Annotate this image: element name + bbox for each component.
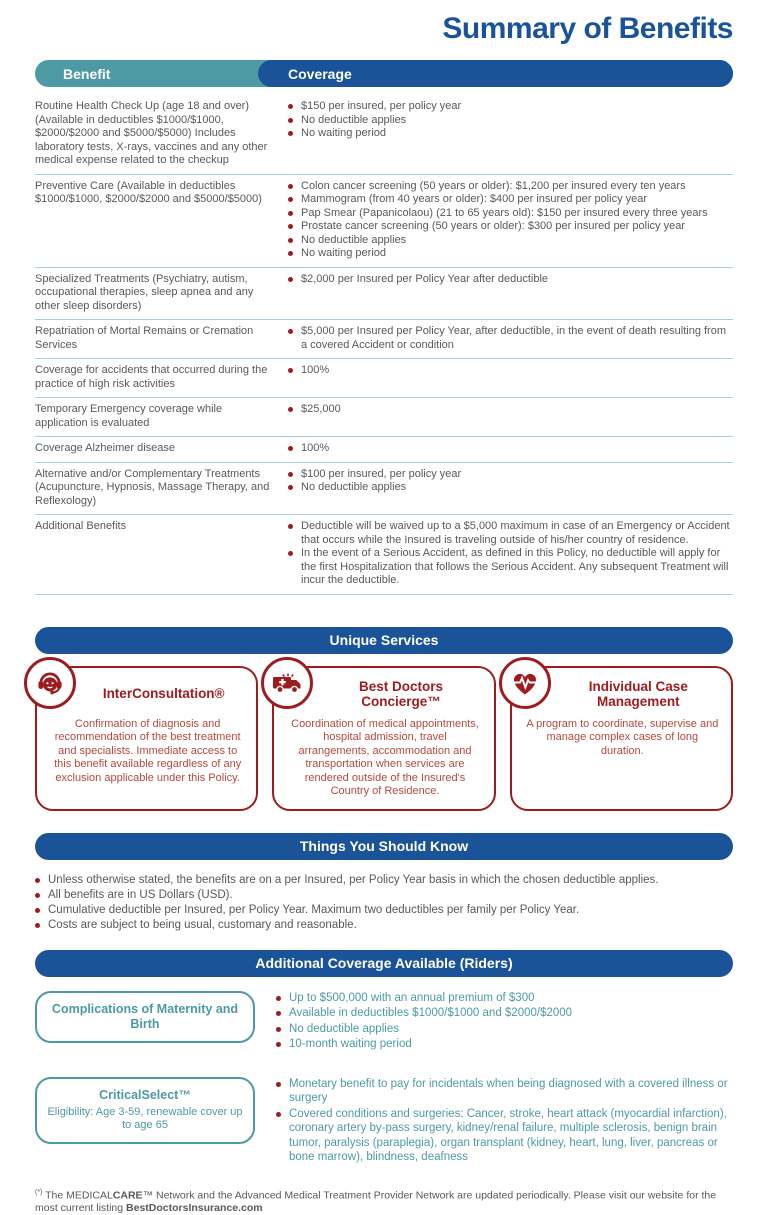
footer-text: The MEDICAL: [42, 1189, 112, 1201]
footer-website: BestDoctorsInsurance.com: [126, 1202, 263, 1214]
bullet-dot-icon: [276, 1027, 281, 1032]
bullet-dot-icon: [276, 1082, 281, 1087]
coverage-column-header-pill: [258, 60, 733, 87]
benefit-cell: Routine Health Check Up (age 18 and over) (Available in deductibles $1000/$1000, $2000/$2000 and $5000/$5000) Includes laboratory tests, X-rays, vaccines and any other medical expense related to the checkup: [35, 100, 280, 168]
bullet-item: [288, 193, 733, 207]
bullet-text: Prostate cancer screening (50 years or older): $300 per insured per policy year: [301, 220, 685, 234]
bullet-text: $150 per insured, per policy year: [301, 100, 461, 114]
benefit-column-header: Benefit: [63, 60, 110, 87]
card-individual-case-management: [510, 666, 733, 811]
card-interconsultation: [35, 666, 258, 811]
bullet-item: [288, 364, 733, 378]
coverage-cell: [280, 442, 733, 456]
footer-text: ™ Network and the Advanced Medical Treatment Provider Network are updated periodically. Please visit our website for the most current listing: [35, 1189, 716, 1214]
bullet-dot-icon: [288, 407, 293, 412]
bullet-item: [35, 873, 733, 888]
benefit-cell: Coverage Alzheimer disease: [35, 442, 280, 456]
footer-note-mark: (*): [35, 1189, 42, 1196]
bullet-dot-icon: [288, 524, 293, 529]
coverage-column-header: Coverage: [288, 66, 352, 82]
coverage-cell: [280, 403, 733, 430]
bullet-text: Monetary benefit to pay for incidentals when being diagnosed with a covered illness or surgery: [289, 1077, 733, 1106]
coverage-cell: [280, 325, 733, 352]
table-row: [35, 437, 733, 463]
bullet-text: 10-month waiting period: [289, 1037, 412, 1052]
bullet-dot-icon: [35, 878, 40, 883]
bullet-item: [288, 220, 733, 234]
bullet-text: In the event of a Serious Accident, as defined in this Policy, no deductible will apply for the first Hospitalization that follows the Serious Accident. Any subsequent Treatment will incur the deductible.: [301, 547, 733, 588]
bullet-dot-icon: [288, 485, 293, 490]
table-row: [35, 175, 733, 268]
bullet-item: [276, 1037, 733, 1052]
benefit-cell: Alternative and/or Complementary Treatments (Acupuncture, Hypnosis, Massage Therapy, and Reflexology): [35, 468, 280, 509]
bullet-dot-icon: [276, 1042, 281, 1047]
support-agent-icon: [24, 657, 76, 709]
table-row: [35, 359, 733, 398]
unique-services-bar: [35, 627, 733, 654]
table-header: [35, 60, 733, 87]
things-to-know-list: [35, 873, 733, 933]
rider-name-box: [35, 991, 255, 1043]
bullet-text: Colon cancer screening (50 years or older): $1,200 per insured every ten years: [301, 180, 686, 194]
bullet-text: No deductible applies: [301, 481, 406, 495]
benefit-cell: Additional Benefits: [35, 520, 280, 588]
card-description: Confirmation of diagnosis and recommendation of the best treatment and specialists. Immediate access to this benefit available regardless of any exclusion applicable under this Policy.: [49, 718, 246, 786]
card-best-doctors-concierge: [272, 666, 495, 811]
benefit-cell: Temporary Emergency coverage while application is evaluated: [35, 403, 280, 430]
bullet-text: All benefits are in US Dollars (USD).: [48, 888, 233, 903]
card-title: Individual Case Management: [524, 678, 721, 710]
table-row: [35, 95, 733, 175]
bullet-dot-icon: [276, 996, 281, 1001]
coverage-cell: [280, 520, 733, 588]
bullet-dot-icon: [288, 238, 293, 243]
bullet-dot-icon: [35, 908, 40, 913]
bullet-item: [276, 1022, 733, 1037]
benefit-cell: Repatriation of Mortal Remains or Cremation Services: [35, 325, 280, 352]
rider-criticalselect: [35, 1077, 733, 1166]
card-title: InterConsultation®: [49, 678, 246, 710]
bullet-item: [288, 207, 733, 221]
bullet-dot-icon: [288, 446, 293, 451]
bullet-item: [288, 127, 733, 141]
benefit-cell: Coverage for accidents that occurred during the practice of high risk activities: [35, 364, 280, 391]
bullet-text: $25,000: [301, 403, 341, 417]
bullet-text: Covered conditions and surgeries: Cancer, stroke, heart attack (myocardial infarction), coronary artery by-pass surgery, kidney/renal failure, multiple sclerosis, benign brain tumor, paralysis (paraplegia), organ transplant (kidney, heart, lung, liver, pancreas or bone marrow), blindness, deafness: [289, 1107, 733, 1165]
bullet-text: Available in deductibles $1000/$1000 and $2000/$2000: [289, 1006, 572, 1021]
benefits-table-body: [35, 95, 733, 595]
bullet-dot-icon: [288, 329, 293, 334]
footer-brand-care: CARE: [113, 1189, 143, 1201]
bullet-text: 100%: [301, 442, 329, 456]
rider-coverage-list: [255, 1077, 733, 1166]
bullet-text: Unless otherwise stated, the benefits are on a per Insured, per Policy Year basis in which the chosen deductible applies.: [48, 873, 659, 888]
bullet-text: No waiting period: [301, 127, 386, 141]
bullet-dot-icon: [288, 472, 293, 477]
coverage-cell: [280, 273, 733, 314]
bullet-item: [288, 481, 733, 495]
bullet-item: [288, 234, 733, 248]
bullet-text: Up to $500,000 with an annual premium of $300: [289, 991, 535, 1006]
bullet-dot-icon: [288, 211, 293, 216]
card-description: Coordination of medical appointments, hospital admission, travel arrangements, accommodation and transportation when services are rendered outside of the Insured's Country of Residence.: [286, 718, 483, 799]
bullet-text: Mammogram (from 40 years or older): $400 per insured per policy year: [301, 193, 647, 207]
bullet-item: [276, 991, 733, 1006]
bullet-item: [288, 273, 733, 287]
rider-name: Complications of Maternity and Birth: [47, 1002, 243, 1032]
coverage-cell: [280, 364, 733, 391]
coverage-cell: [280, 180, 733, 261]
bullet-text: No deductible applies: [301, 114, 406, 128]
bullet-item: [288, 114, 733, 128]
bullet-item: [276, 1077, 733, 1106]
bullet-text: Cumulative deductible per Insured, per Policy Year. Maximum two deductibles per family per Policy Year.: [48, 903, 579, 918]
benefit-cell: Preventive Care (Available in deductibles $1000/$1000, $2000/$2000 and $5000/$5000): [35, 180, 280, 261]
bullet-item: [288, 403, 733, 417]
bullet-text: Costs are subject to being usual, customary and reasonable.: [48, 918, 357, 933]
benefit-cell: Specialized Treatments (Psychiatry, autism, occupational therapies, sleep apnea and any other sleep disorders): [35, 273, 280, 314]
bullet-item: [288, 100, 733, 114]
bullet-dot-icon: [288, 224, 293, 229]
bullet-text: 100%: [301, 364, 329, 378]
bullet-dot-icon: [288, 368, 293, 373]
card-title: Best Doctors Concierge™: [286, 678, 483, 710]
bullet-dot-icon: [288, 131, 293, 136]
ambulance-icon: [261, 657, 313, 709]
bullet-item: [288, 547, 733, 588]
bullet-text: No waiting period: [301, 247, 386, 261]
rider-name: CriticalSelect™: [47, 1088, 243, 1103]
bullet-text: $5,000 per Insured per Policy Year, after deductible, in the event of death resulting from a covered Accident or condition: [301, 325, 733, 352]
unique-services-title: Unique Services: [330, 632, 439, 648]
bullet-dot-icon: [288, 277, 293, 282]
bullet-dot-icon: [35, 923, 40, 928]
table-row: [35, 463, 733, 516]
things-to-know-title: Things You Should Know: [300, 838, 468, 854]
bullet-text: No deductible applies: [301, 234, 406, 248]
card-description: A program to coordinate, supervise and manage complex cases of long duration.: [524, 718, 721, 759]
bullet-dot-icon: [288, 551, 293, 556]
riders-bar: [35, 950, 733, 977]
bullet-dot-icon: [276, 1112, 281, 1117]
bullet-dot-icon: [288, 197, 293, 202]
bullet-dot-icon: [288, 118, 293, 123]
bullet-text: Deductible will be waived up to a $5,000 maximum in case of an Emergency or Accident that occurs while the Insured is traveling outside of his/her country of residence.: [301, 520, 733, 547]
table-row: [35, 268, 733, 321]
bullet-item: [276, 1006, 733, 1021]
bullet-item: [288, 442, 733, 456]
bullet-text: Pap Smear (Papanicolaou) (21 to 65 years old): $150 per insured every three years: [301, 207, 708, 221]
bullet-item: [35, 918, 733, 933]
rider-coverage-list: [255, 991, 733, 1053]
heart-pulse-icon: [499, 657, 551, 709]
rider-name-box: [35, 1077, 255, 1144]
bullet-dot-icon: [288, 184, 293, 189]
coverage-cell: [280, 468, 733, 509]
rider-maternity: [35, 991, 733, 1053]
bullet-item: [288, 520, 733, 547]
page-title: Summary of Benefits: [35, 12, 733, 46]
table-row: [35, 320, 733, 359]
table-row: [35, 515, 733, 595]
table-row: [35, 398, 733, 437]
things-to-know-bar: [35, 833, 733, 860]
coverage-cell: [280, 100, 733, 168]
bullet-text: $2,000 per Insured per Policy Year after deductible: [301, 273, 548, 287]
bullet-item: [288, 325, 733, 352]
bullet-dot-icon: [276, 1011, 281, 1016]
bullet-dot-icon: [35, 893, 40, 898]
bullet-item: [288, 468, 733, 482]
bullet-item: [288, 180, 733, 194]
footer-note: [35, 1186, 733, 1215]
riders-title: Additional Coverage Available (Riders): [255, 955, 512, 971]
bullet-dot-icon: [288, 251, 293, 256]
bullet-text: No deductible applies: [289, 1022, 399, 1037]
bullet-item: [276, 1107, 733, 1165]
bullet-text: $100 per insured, per policy year: [301, 468, 461, 482]
bullet-dot-icon: [288, 104, 293, 109]
bullet-item: [288, 247, 733, 261]
unique-services-cards: [35, 666, 733, 811]
bullet-item: [35, 888, 733, 903]
bullet-item: [35, 903, 733, 918]
rider-subtitle: Eligibility: Age 3-59, renewable cover up to age 65: [47, 1106, 243, 1133]
